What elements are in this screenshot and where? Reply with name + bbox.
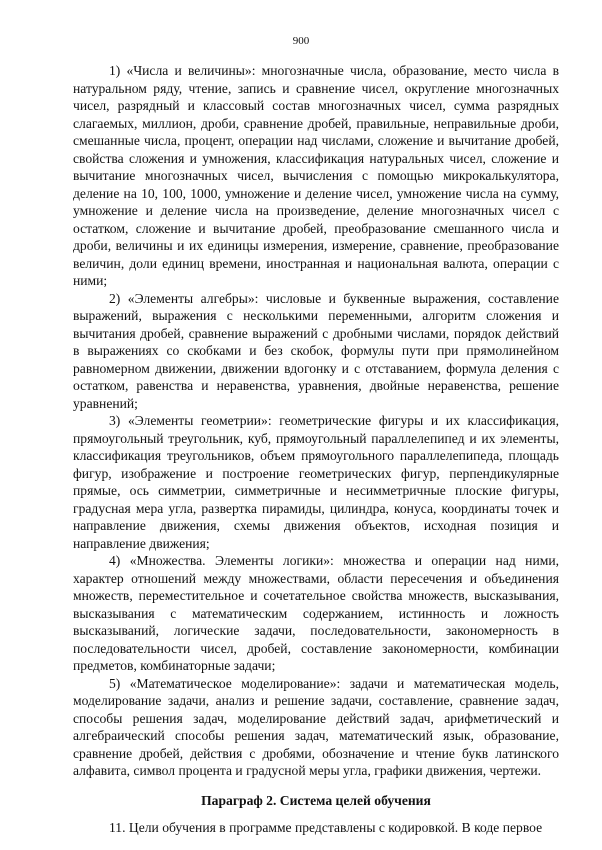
paragraph-sets-and-logic: 4) «Множества. Элементы логики»: множества и операции над ними, характер отношений между множествами, области пересечения и объединения множеств, переместительное и сочетательное свойства множеств, высказывания, высказывания с математическим содержанием, истинность и ложность высказываний, логические задачи, последовательности, закономерность в последовательности чисел, дробей, составление закономерности, комбинации предметов, комбинаторные задачи;: [73, 553, 559, 673]
paragraph-numbers-and-quantities: 1) «Числа и величины»: многозначные числа, образование, место числа в натуральном ряду, чтение, запись и сравнение чисел, округление многозначных чисел, разрядный и классовый состав многозначных чисел, сумма разрядных слагаемых, миллион, дроби, сравнение дробей, правильные, неправильные дроби, смешанные числа, процент, операции над числами, сложение и вычитание дробей, свойства сложения и умножения, классификация натуральных чисел, сложение и вычитание многозначных чисел, вычисления с помощью микрокалькулятора, деление на 10, 100, 1000, умножение и деление чисел, умножение числа на сумму, умножение и деление числа на произведение, деление многозначных чисел с остатком, сложение и вычитание дробей, преобразование смешанного числа и дроби, величины и их единицы измерения, измерение, сравнение, преобразование величин, доли единиц времени, иностранная и национальная валюта, операции с ними;: [73, 63, 559, 288]
paragraph-mathematical-modeling: 5) «Математическое моделирование»: задачи и математическая модель, моделирование задачи, анализ и решение задачи, составление, сравнение задач, способы решения задач, моделирование действий задач, арифметический и алгебраический способы решения задач, математический язык, образование, сравнение дробей, действия с дробями, обозначение и чтение букв латинского алфавита, символ процента и градусной меры угла, графики движения, чертежи.: [73, 675, 559, 778]
section-heading: Параграф 2. Система целей обучения: [201, 792, 431, 808]
page-number: 900: [292, 35, 310, 47]
paragraph-learning-goals: 11. Цели обучения в программе представлены с кодировкой. В коде первое: [109, 820, 543, 835]
document-body: [73, 62, 559, 837]
paragraph-elements-of-geometry: 3) «Элементы геометрии»: геометрические фигуры и их классификация, прямоугольный треугольник, куб, прямоугольный параллелепипед и их элементы, классификация треугольников, объем прямоугольного параллелепипеда, площадь фигур, изображение и построение геометрических фигур, перпендикулярные прямые, ось симметрии, симметричные и несимметричные плоские фигуры, градусная мера угла, развертка пирамиды, цилиндра, конуса, координаты точек и направление движения, схемы движения объектов, исходная позиция и направление движения;: [73, 413, 559, 551]
paragraph-elements-of-algebra: 2) «Элементы алгебры»: числовые и буквенные выражения, составление выражений, выражения с несколькими переменными, алгоритм сложения и вычитания дробей, сравнение выражений с дробными числами, порядок действий в выражениях со скобками и без скобок, формулы пути при прямолинейном равномерном движении, движении вдогонку и с отставанием, формула деления с остатком, равенства и неравенства, уравнения, двойные неравенства, решение уравнений;: [73, 290, 559, 411]
